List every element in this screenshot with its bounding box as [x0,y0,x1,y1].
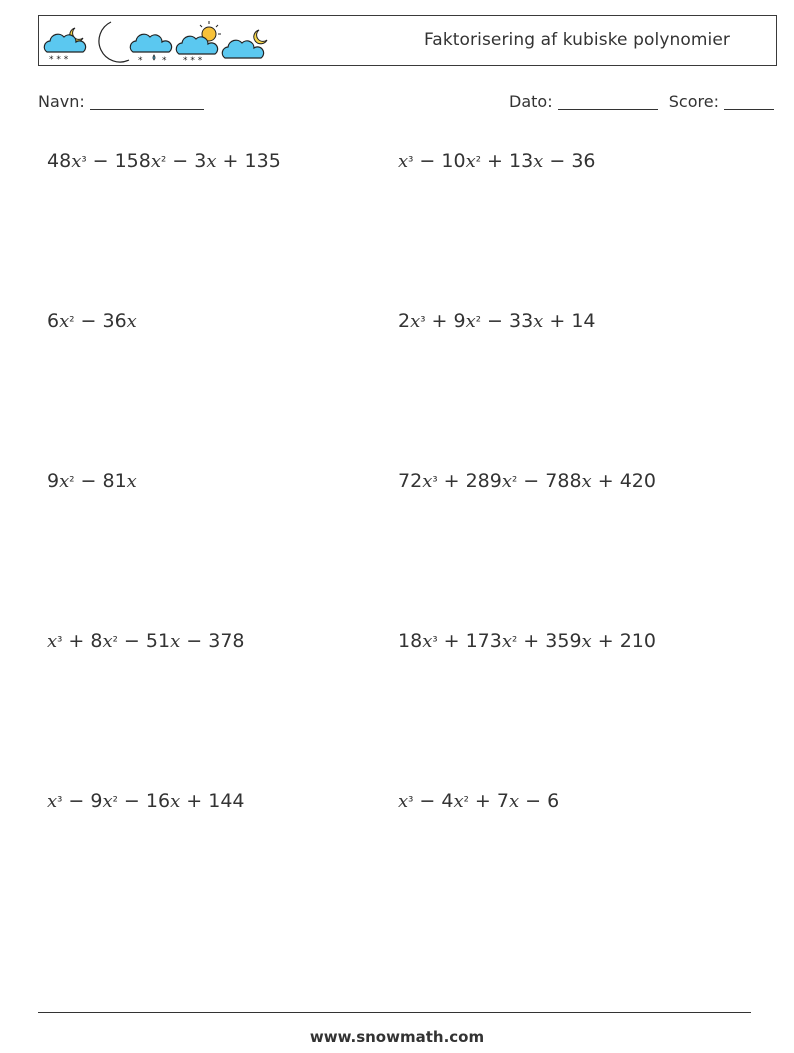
name-field [38,92,204,111]
footer-site: www.snowmath.com [309,1028,485,1046]
date-score-fields [509,92,774,111]
problem-5: 9x² − 81x [47,470,137,492]
svg-text:* * *: * * * [49,55,69,64]
problem-1: 48x³ − 158x² − 3x + 135 [47,150,281,172]
cloud-rain-snow-icon [130,34,171,64]
problem-10: x³ − 4x² + 7x − 6 [398,790,560,812]
name-label: Navn: [38,92,85,111]
score-label: Score: [668,92,719,111]
cloud-sun-snow-icon [176,21,221,64]
name-blank[interactable] [90,92,204,110]
problem-9: x³ − 9x² − 16x + 144 [47,790,245,812]
svg-text:* * *: * * * [183,56,203,64]
date-blank[interactable] [558,92,658,110]
problem-3: 6x² − 36x [47,310,137,332]
problem-8: 18x³ + 173x² + 359x + 210 [398,630,656,652]
worksheet-title: Faktorisering af kubiske polynomier [423,30,730,50]
problem-7: x³ + 8x² − 51x − 378 [47,630,245,652]
problem-2: x³ − 10x² + 13x − 36 [398,150,596,172]
svg-text:*: * [162,56,167,64]
weather-icons [41,18,271,64]
svg-text:*: * [138,56,143,64]
crescent-moon-icon [99,22,129,62]
cloud-moon-icon [222,30,267,58]
problem-4: 2x³ + 9x² − 33x + 14 [398,310,596,332]
cloud-moon-snow-icon [44,28,85,64]
date-label: Dato: [509,92,553,111]
score-blank[interactable] [724,92,774,110]
problem-6: 72x³ + 289x² − 788x + 420 [398,470,656,492]
worksheet-header [38,15,777,66]
footer-divider [38,1012,751,1013]
